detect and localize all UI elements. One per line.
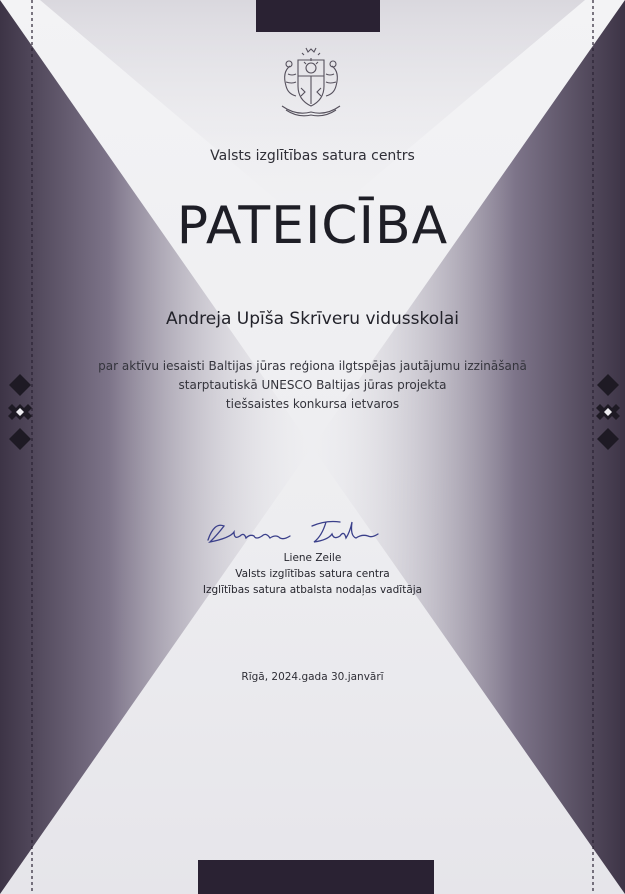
handwritten-signature bbox=[200, 512, 400, 548]
place-and-date: Rīgā, 2024.gada 30.janvārī bbox=[241, 671, 384, 683]
recipient-name: Andreja Upīša Skrīveru vidusskolai bbox=[165, 309, 460, 329]
signer-block bbox=[0, 550, 625, 598]
reason-line: starptautiskā UNESCO Baltijas jūras projekta bbox=[178, 378, 447, 392]
signer-organization: Valsts izglītības satura centra bbox=[235, 568, 390, 580]
issuer-name: Valsts izglītības satura centrs bbox=[210, 148, 415, 164]
reason-line: par aktīvu iesaisti Baltijas jūras reģiona ilgtspējas jautājumu izzināšanā bbox=[98, 359, 527, 373]
certificate-title: PATEICĪBA bbox=[176, 196, 449, 256]
signer-name: Liene Zeile bbox=[283, 552, 342, 564]
signer-position: Izglītības satura atbalsta nodaļas vadītāja bbox=[202, 584, 423, 596]
latvia-coat-of-arms-icon bbox=[268, 46, 354, 120]
reason-line: tiešsaistes konkursa ietvaros bbox=[225, 397, 400, 411]
award-reason bbox=[80, 357, 545, 414]
